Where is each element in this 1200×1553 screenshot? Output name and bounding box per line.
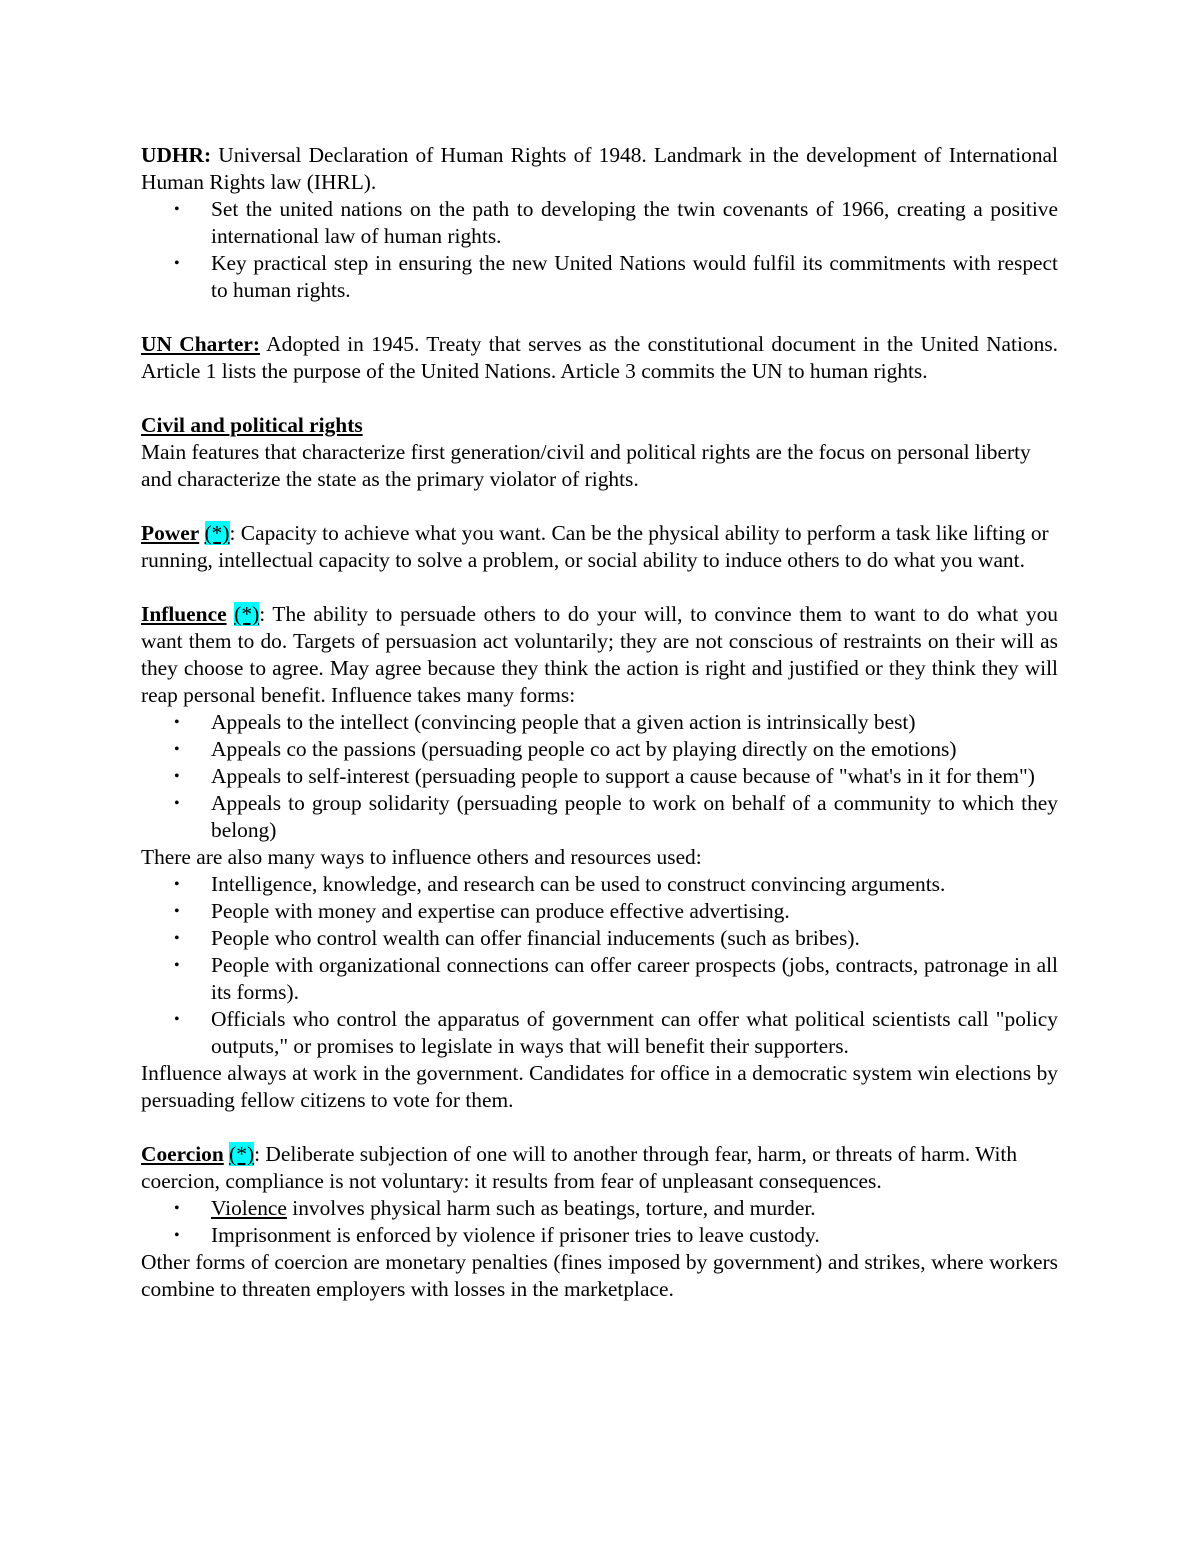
list-item: • Appeals to the intellect (convincing people that a given action is intrinsically best) [174, 710, 916, 734]
influence-text: : The ability to persuade others to do your will, to convince them to want to do what you want them to do. Targets of persuasion act voluntarily; they are not conscious of restraints on their will as they choose to agree. May agree because they think the action is right and justified or they think they will reap personal benefit. Influence takes many forms: [141, 602, 1058, 707]
list-item: • People who control wealth can offer financial inducements (such as bribes). [174, 926, 860, 950]
list-item: • People with organizational connections can offer career prospects (jobs, contracts, patronage in all its forms). [174, 953, 1058, 1004]
bullet-icon: • [174, 876, 180, 893]
list-item: • Appeals co the passions (persuading people co act by playing directly on the emotions) [174, 737, 957, 761]
bullet-icon: • [174, 1200, 180, 1217]
coercion-bullet-list [141, 1195, 1058, 1249]
coercion-text: : Deliberate subjection of one will to another through fear, harm, or threats of harm. With coercion, compliance is not voluntary: it results from fear of unpleasant consequences. [141, 1142, 1018, 1193]
coercion-paragraph [141, 1141, 1058, 1195]
list-item: • Officials who control the apparatus of government can offer what political scientists call "policy outputs," or promises to legislate in ways that will benefit their supporters. [174, 1007, 1058, 1058]
civil-rights-heading: Civil and political rights [141, 413, 363, 437]
coercion-term: Coercion [141, 1142, 224, 1166]
list-item: • People with money and expertise can produce effective advertising. [174, 899, 790, 923]
highlight-marker: (*) [204, 521, 230, 545]
un-charter-paragraph [141, 331, 1058, 385]
bullet-icon: • [174, 1011, 180, 1028]
influence-paragraph [141, 601, 1058, 709]
bullet-icon: • [174, 741, 180, 758]
document-page [141, 142, 1058, 1303]
power-term: Power [141, 521, 200, 545]
bullet-icon: • [174, 795, 180, 812]
udhr-term: UDHR: [141, 143, 212, 167]
influence-ways-list [141, 871, 1058, 1060]
list-item: • Violence involves physical harm such as beatings, torture, and murder. [174, 1196, 816, 1220]
bullet-icon: • [174, 930, 180, 947]
bullet-icon: • [174, 768, 180, 785]
highlight-marker: (*) [234, 602, 260, 626]
list-item: • Set the united nations on the path to developing the twin covenants of 1966, creating a positive international law of human rights. [174, 197, 1058, 248]
coercion-closing: Other forms of coercion are monetary penalties (fines imposed by government) and strikes, where workers combine to threaten employers with losses in the marketplace. [141, 1250, 1058, 1301]
list-item: • Appeals to self-interest (persuading people to support a cause because of "what's in it for them") [174, 764, 1035, 788]
influence-forms-list [141, 709, 1058, 844]
udhr-bullet-list [141, 196, 1058, 304]
un-charter-text: Adopted in 1945. Treaty that serves as the constitutional document in the United Nations. Article 1 lists the purpose of the United Nations. Article 3 commits the UN to human rights. [141, 332, 1058, 383]
influence-term: Influence [141, 602, 227, 626]
udhr-paragraph [141, 142, 1058, 196]
highlight-marker: (*) [229, 1142, 255, 1166]
influence-closing: Influence always at work in the government. Candidates for office in a democratic system win elections by persuading fellow citizens to vote for them. [141, 1061, 1058, 1112]
bullet-icon: • [174, 903, 180, 920]
violence-term: Violence [211, 1196, 287, 1220]
power-text: : Capacity to achieve what you want. Can be the physical ability to perform a task like lifting or running, intellectual capacity to solve a problem, or social ability to induce others to do what you want. [141, 521, 1049, 572]
bullet-icon: • [174, 714, 180, 731]
power-paragraph [141, 520, 1058, 574]
influence-ways-intro: There are also many ways to influence others and resources used: [141, 845, 702, 869]
bullet-icon: • [174, 201, 180, 218]
un-charter-term: UN Charter: [141, 332, 261, 356]
bullet-icon: • [174, 255, 180, 272]
civil-rights-paragraph: Main features that characterize first generation/civil and political rights are the focus on personal liberty and characterize the state as the primary violator of rights. [141, 440, 1031, 491]
list-item: • Appeals to group solidarity (persuading people to work on behalf of a community to which they belong) [174, 791, 1058, 842]
udhr-text: Universal Declaration of Human Rights of 1948. Landmark in the development of International Human Rights law (IHRL). [141, 143, 1058, 194]
list-item: • Key practical step in ensuring the new United Nations would fulfil its commitments with respect to human rights. [174, 251, 1058, 302]
bullet-icon: • [174, 957, 180, 974]
bullet-icon: • [174, 1227, 180, 1244]
list-item: • Imprisonment is enforced by violence if prisoner tries to leave custody. [174, 1223, 820, 1247]
list-item: • Intelligence, knowledge, and research can be used to construct convincing arguments. [174, 872, 946, 896]
